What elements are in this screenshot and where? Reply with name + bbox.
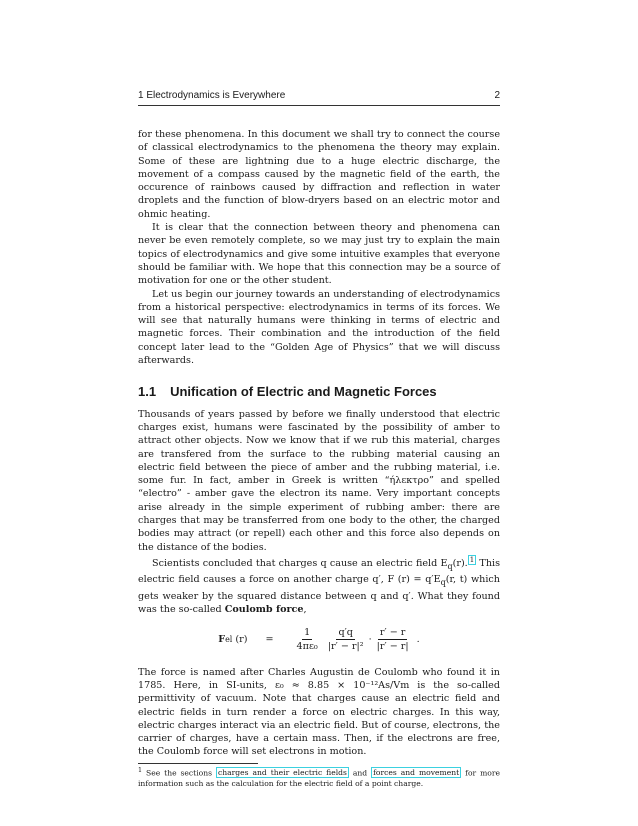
fraction: $\frac{q'q}{\text{|r′ − r|²}}$ [327, 627, 364, 653]
footnote: $^1$ See the sections charges and their electric fields and forces and movement for more information such as the calculation for the electric field of a point charge. [138, 766, 500, 788]
section-number: 1.1 [138, 384, 157, 400]
paragraph: Thousands of years passed by before we finally understood that electric charges exist, humans were fascinated by the possibility of amber to attract other objects. Now we know that if we rub this material, charges are transfered from the surface to the rubbing material causing an electric field between the piece of amber and the rubbing material, i.e. some fur. In fact, amber in Greek is written “ήλεκτρο” and spelled “electro” - amber gave the electron its name. Very important concepts arise already in the simple experiment of rubbing amber: there are charges that may be transferred from one body to the other, the charged bodies may attract (or repell) each other and this force also depends on the distance of the bodies. [138, 408, 500, 553]
link-forces-movement[interactable]: forces and movement [373, 768, 460, 778]
paragraph: The force is named after Charles Augustin de Coulomb who found it in 1785. Here, in SI-units, ε₀ ≈ 8.85 × 10⁻¹²As/Vm is the so-called permittivity of vacuum. Note that charges cause an electric field and electric fields in turn render a force on electric charges. In this way, electric charges interact via an electric field. But of course, electrons, the carrier of charges, have a certain mass. Then, if the electrons are free, the Coulomb force will set electrons in motion. [138, 666, 500, 758]
coulomb-force-term: Coulomb force [224, 603, 304, 615]
link-charges-fields[interactable]: charges and their electric fields [217, 768, 347, 778]
running-header [138, 90, 500, 106]
chapter-title: 1 Electrodynamics is Everywhere [138, 90, 286, 101]
page-number: 2 [494, 90, 500, 101]
fraction: $\frac{1}{\text{4πε₀}}$ [296, 627, 318, 653]
paragraph: for these phenomena. In this document we shall try to connect the course of classical electrodynamics to the phenomena the theory may explain. Some of these are lightning due to a huge electric discharge, the movement of a compass caused by the magnetic field of the earth, the occurence of rainbows caused by diffraction and reflection in water droplets and the function of blow-dryers based on an electric motor and ohmic heating. [138, 129, 500, 220]
section-title: Unification of Electric and Magnetic Forces [170, 384, 437, 400]
coulomb-equation: F el (r) = $\frac{1}{\text{4πε₀}}$ $\frac{q'q}{\text{|r′ − r|²}}$ · $\frac{r' - r}{|r' - r|}$ . [218, 627, 420, 653]
section-heading [138, 385, 500, 398]
footnote-link[interactable]: 1 [469, 555, 475, 564]
paragraph: Let us begin our journey towards an understanding of electrodynamics from a historical perspective: electrodynamics in terms of its forces. We will see that naturally humans were thinking in terms of electric and magnetic forces. Their combination and the introduction of the field concept later lead to the “Golden Age of Physics” that we will discuss afterwards. [138, 288, 500, 367]
paragraph: Scientists concluded that charges q cause an electric field $E_q(r)$. $^1$ This electric field causes a force on another charge q′, F $(r) = q'E_q(r$, t) which gets weaker by the squared distance between q and q′. What they found was the so-called Coulomb force, [138, 555, 500, 615]
main-text [138, 128, 500, 789]
fraction: $\frac{r' - r}{|r' - r|}$ [376, 627, 409, 653]
paragraph: It is clear that the connection between theory and phenomena can never be even remotely complete, so we may just try to explain the main topics of electrodynamics and give some intuitive examples that everyone should be familiar with. We hope that this connection may be a source of motivation for one or the other student. [138, 222, 500, 287]
